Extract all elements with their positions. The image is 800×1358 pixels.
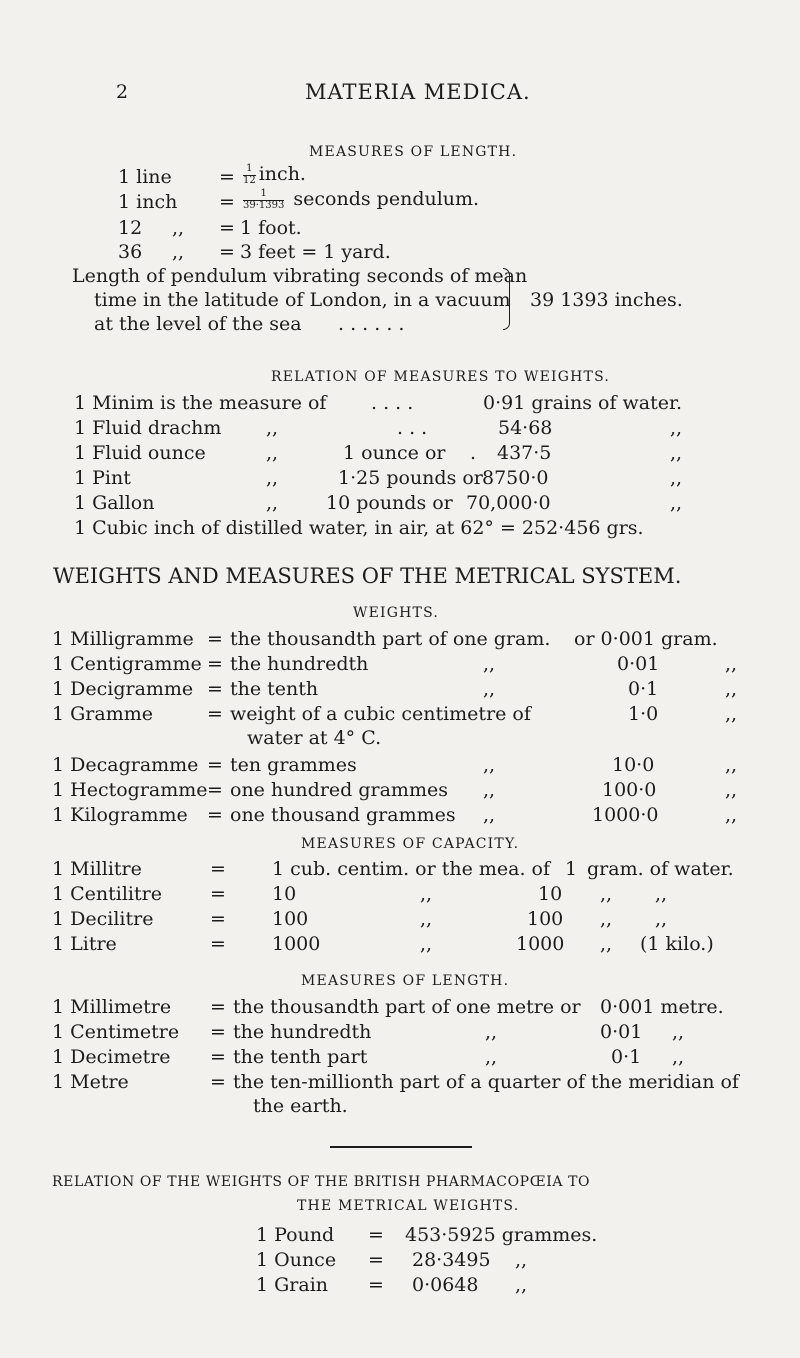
ditto-mark: ,, — [172, 217, 185, 239]
ditto-mark: ,, — [420, 933, 433, 955]
length-row-eq: = — [219, 166, 235, 188]
equals-sign: = — [207, 678, 223, 700]
ditto-mark: ,, — [725, 779, 738, 801]
length-row-qty: 1 line — [118, 166, 172, 188]
brace — [503, 268, 510, 330]
capacity-grams: 10 — [538, 883, 563, 905]
metric-weight-definition: the tenth — [230, 678, 319, 700]
capacity-amount: 10 — [272, 883, 297, 905]
length-row-qty: 12 — [118, 217, 143, 239]
length-row-eq: = — [219, 191, 235, 213]
ditto-mark: ,, — [420, 908, 433, 930]
metric-weight-definition: ten grammes — [230, 754, 357, 776]
ditto-mark: ,, — [670, 467, 683, 489]
relation-row: 1 Minim is the measure of — [74, 392, 327, 414]
ditto-mark: ,, — [483, 754, 496, 776]
length-row-value: 3 feet = 1 yard. — [240, 241, 391, 263]
relation-equivalent: 1 ounce or — [343, 442, 446, 464]
ditto-mark: ,, — [600, 908, 613, 930]
equals-sign: = — [207, 703, 223, 725]
relation-equivalent: 10 pounds or — [326, 492, 453, 514]
fraction — [243, 189, 284, 211]
equals-sign: = — [368, 1274, 384, 1296]
equals-sign: = — [368, 1224, 384, 1246]
relation-value: 70,000·0 — [466, 492, 551, 514]
metric-length-value: 0·1 — [611, 1046, 642, 1068]
capacity-heading: MEASURES OF CAPACITY. — [301, 836, 520, 852]
weights-heading: WEIGHTS. — [353, 605, 440, 621]
capacity-definition: 1 cub. centim. or the mea. of — [272, 858, 551, 880]
metric-weight-name: 1 Decigramme — [52, 678, 194, 700]
fraction-numerator: 1 — [243, 164, 256, 176]
equals-sign: = — [210, 1071, 226, 1093]
ditto-mark: ,, — [600, 883, 613, 905]
relation-row: 1 Fluid drachm — [74, 417, 222, 439]
bp-value: 0·0648 — [412, 1274, 479, 1296]
metric-weight-definition: one hundred grammes — [230, 779, 448, 801]
bp-heading-cont: THE METRICAL WEIGHTS. — [297, 1198, 520, 1214]
capacity-amount: 100 — [272, 908, 309, 930]
metric-length-name: 1 Millimetre — [52, 996, 172, 1018]
metric-weight-definition-cont: water at 4° C. — [247, 727, 382, 749]
bp-value: 453·5925 grammes. — [405, 1224, 598, 1246]
length-row-value — [240, 189, 479, 211]
capacity-grams: 1000 — [516, 933, 565, 955]
metric-length-definition: the hundredth — [233, 1021, 372, 1043]
equals-sign: = — [210, 933, 226, 955]
relation-equivalent: 1·25 pounds or — [338, 467, 483, 489]
metric-weight-value: 1000·0 — [592, 804, 659, 826]
leader-dots: . — [470, 442, 477, 464]
equals-sign: = — [210, 1021, 226, 1043]
pendulum-value: 39 1393 inches. — [530, 289, 683, 311]
ditto-mark: ,, — [725, 804, 738, 826]
equals-sign: = — [207, 628, 223, 650]
equals-sign: = — [210, 996, 226, 1018]
running-head: MATERIA MEDICA. — [305, 80, 531, 104]
ditto-mark: ,, — [515, 1249, 528, 1271]
length-row-eq: = — [219, 217, 235, 239]
ditto-mark: ,, — [655, 883, 668, 905]
capacity-grams: 1 — [565, 858, 578, 880]
bp-value: 28·3495 — [412, 1249, 491, 1271]
metric-length-definition: the tenth part — [233, 1046, 368, 1068]
capacity-note: (1 kilo.) — [640, 933, 714, 955]
leader-dots: . . . . — [371, 392, 414, 414]
metric-length-heading: MEASURES OF LENGTH. — [301, 973, 510, 989]
equals-sign: = — [210, 858, 226, 880]
ditto-mark: ,, — [600, 933, 613, 955]
ditto-mark: ,, — [655, 908, 668, 930]
relation-value: 8750·0 — [482, 467, 549, 489]
pendulum-line: time in the latitude of London, in a vacuum — [94, 289, 511, 311]
relation-row: 1 Fluid ounce — [74, 442, 206, 464]
ditto-mark: ,, — [670, 417, 683, 439]
metric-weight-value: 0·01 — [617, 653, 660, 675]
capacity-name: 1 Litre — [52, 933, 117, 955]
metric-length-definition: the ten-millionth part of a quarter of the meridian of — [233, 1071, 739, 1093]
cubic-inch-line: 1 Cubic inch of distilled water, in air, at 62° = 252·456 grs. — [74, 517, 644, 539]
bp-name: 1 Pound — [256, 1224, 335, 1246]
metric-weight-value: 10·0 — [612, 754, 655, 776]
bp-name: 1 Ounce — [256, 1249, 337, 1271]
relation-value: 0·91 grains of water. — [483, 392, 683, 414]
ditto-mark: ,, — [420, 883, 433, 905]
equals-sign: = — [207, 653, 223, 675]
relation-value: 437·5 — [497, 442, 552, 464]
metric-weight-definition: weight of a cubic centimetre of — [230, 703, 531, 725]
ditto-mark: ,, — [172, 241, 185, 263]
metric-weight-name: 1 Centigramme — [52, 653, 202, 675]
section-divider — [330, 1146, 472, 1148]
fraction-denominator: 39·1393 — [243, 199, 285, 211]
equals-sign: = — [210, 883, 226, 905]
ditto-mark: ,, — [672, 1046, 685, 1068]
ditto-mark: ,, — [266, 467, 279, 489]
metric-weight-definition: the thousandth part of one gram. — [230, 628, 551, 650]
length-unit: seconds pendulum. — [293, 188, 480, 210]
bp-name: 1 Grain — [256, 1274, 329, 1296]
fraction — [243, 164, 256, 186]
ditto-mark: ,, — [266, 492, 279, 514]
ditto-mark: ,, — [483, 804, 496, 826]
equals-sign: = — [210, 1046, 226, 1068]
ditto-mark: ,, — [725, 703, 738, 725]
metric-length-name: 1 Metre — [52, 1071, 129, 1093]
metric-weight-definition: the hundredth — [230, 653, 369, 675]
metric-weight-name: 1 Hectogramme — [52, 779, 208, 801]
leader-dots: . . . — [397, 417, 428, 439]
metric-length-definition-cont: the earth. — [253, 1095, 348, 1117]
metric-length-name: 1 Centimetre — [52, 1021, 180, 1043]
ditto-mark: ,, — [485, 1021, 498, 1043]
capacity-unit: gram. of water. — [587, 858, 734, 880]
ditto-mark: ,, — [670, 442, 683, 464]
metric-weight-name: 1 Kilogramme — [52, 804, 188, 826]
equals-sign: = — [210, 908, 226, 930]
capacity-name: 1 Centilitre — [52, 883, 162, 905]
leader-dots: . . . . . . — [338, 313, 405, 335]
metric-length-value: 0·01 — [600, 1021, 643, 1043]
pendulum-line: Length of pendulum vibrating seconds of mean — [72, 265, 528, 287]
metric-weight-name: 1 Decagramme — [52, 754, 199, 776]
capacity-name: 1 Millitre — [52, 858, 142, 880]
pendulum-line: at the level of the sea — [94, 313, 302, 335]
capacity-grams: 100 — [527, 908, 564, 930]
ditto-mark: ,, — [515, 1274, 528, 1296]
ditto-mark: ,, — [725, 754, 738, 776]
length-row-qty: 1 inch — [118, 191, 178, 213]
length-row-value: 1 foot. — [240, 217, 302, 239]
equals-sign: = — [207, 804, 223, 826]
length-row-eq: = — [219, 241, 235, 263]
metric-weight-value: 1·0 — [628, 703, 659, 725]
metric-weight-definition: one thousand grammes — [230, 804, 456, 826]
metric-length-name: 1 Decimetre — [52, 1046, 171, 1068]
capacity-amount: 1000 — [272, 933, 321, 955]
metric-title: WEIGHTS AND MEASURES OF THE METRICAL SYSTEM. — [53, 564, 682, 588]
equals-sign: = — [207, 754, 223, 776]
metric-weight-value: 100·0 — [602, 779, 657, 801]
ditto-mark: ,, — [483, 678, 496, 700]
metric-weight-name: 1 Gramme — [52, 703, 153, 725]
length-row-value — [240, 164, 306, 186]
metric-weight-value: 0·1 — [628, 678, 659, 700]
ditto-mark: ,, — [483, 653, 496, 675]
ditto-mark: ,, — [485, 1046, 498, 1068]
length-row-qty: 36 — [118, 241, 143, 263]
ditto-mark: ,, — [670, 492, 683, 514]
bp-heading: RELATION OF THE WEIGHTS OF THE BRITISH PHARMACOPŒIA TO — [52, 1174, 591, 1190]
relation-row: 1 Gallon — [74, 492, 155, 514]
equals-sign: = — [368, 1249, 384, 1271]
metric-weight-name: 1 Milligramme — [52, 628, 194, 650]
ditto-mark: ,, — [725, 678, 738, 700]
metric-weight-value: or 0·001 gram. — [574, 628, 718, 650]
page-number: 2 — [116, 81, 129, 103]
metric-length-definition: the thousandth part of one metre or — [233, 996, 581, 1018]
relation-row: 1 Pint — [74, 467, 131, 489]
relation-value: 54·68 — [498, 417, 553, 439]
capacity-name: 1 Decilitre — [52, 908, 154, 930]
ditto-mark: ,, — [672, 1021, 685, 1043]
ditto-mark: ,, — [266, 442, 279, 464]
ditto-mark: ,, — [725, 653, 738, 675]
ditto-mark: ,, — [266, 417, 279, 439]
relation-heading: RELATION OF MEASURES TO WEIGHTS. — [271, 369, 611, 385]
ditto-mark: ,, — [483, 779, 496, 801]
length-unit: inch. — [258, 163, 306, 185]
equals-sign: = — [207, 779, 223, 801]
fraction-denominator: 12 — [243, 174, 256, 186]
length-heading: MEASURES OF LENGTH. — [309, 144, 518, 160]
fraction-numerator: 1 — [243, 189, 284, 201]
metric-length-value: 0·001 metre. — [600, 996, 724, 1018]
